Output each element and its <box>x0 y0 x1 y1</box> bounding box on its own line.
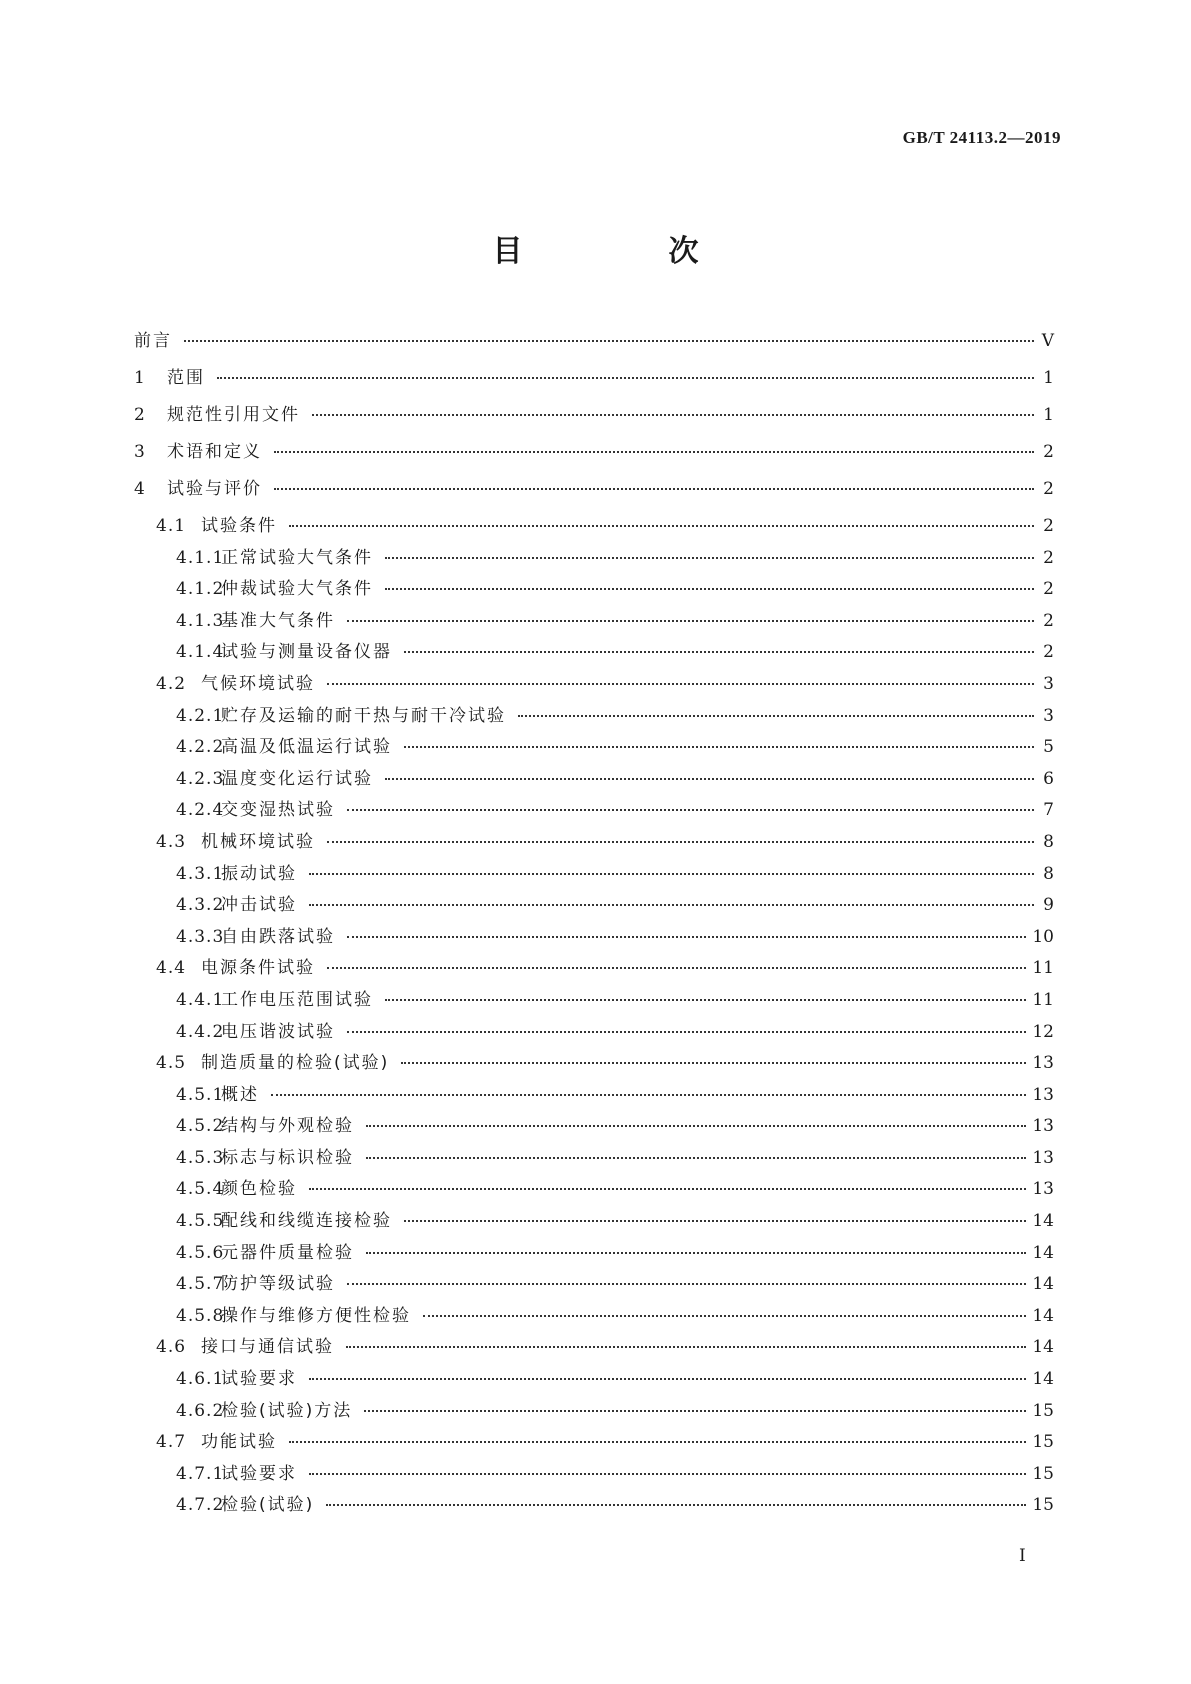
toc-entry-number: 4.1.2 <box>176 579 225 600</box>
toc-entry-number: 4.5.7 <box>176 1274 225 1295</box>
toc-entry-title: 自由跌落试验 <box>221 926 335 947</box>
toc-entry[interactable] <box>134 1055 1054 1087</box>
dot-leader <box>289 525 1034 527</box>
toc-entry-title: 气候环境试验 <box>201 673 315 694</box>
toc-entry-number: 4 <box>134 479 146 499</box>
dot-leader <box>385 778 1034 780</box>
dot-leader <box>364 1410 1026 1412</box>
toc-entry-page: 2 <box>1043 516 1054 536</box>
toc-entry-title: 仲裁试验大气条件 <box>221 579 373 600</box>
toc-entry-title: 范围 <box>167 368 205 388</box>
toc-entry-title: 术语和定义 <box>167 442 262 462</box>
toc-entry-number: 4.5.5 <box>176 1211 225 1232</box>
toc-entry-page: 8 <box>1043 863 1054 884</box>
toc-entry-page: 8 <box>1043 831 1054 852</box>
toc-entry[interactable] <box>134 989 1054 1024</box>
dot-leader <box>385 588 1034 590</box>
dot-leader <box>309 904 1034 906</box>
toc-entry-title: 配线和线缆连接检验 <box>221 1211 392 1232</box>
toc-entry-title: 防护等级试验 <box>221 1274 335 1295</box>
toc-entry[interactable] <box>134 673 1054 708</box>
toc-entry-number: 4.1.3 <box>176 610 225 631</box>
dot-leader <box>366 1252 1026 1254</box>
toc-entry-number: 4.3 <box>156 831 187 852</box>
toc-entry-title: 功能试验 <box>201 1432 277 1453</box>
toc-entry-title: 规范性引用文件 <box>167 405 300 425</box>
toc-entry[interactable] <box>134 863 1054 898</box>
toc-entry-page: 11 <box>1032 958 1054 979</box>
toc-entry[interactable] <box>134 1118 1054 1150</box>
toc-entry[interactable] <box>134 1339 1054 1371</box>
toc-entry-number: 4.1.1 <box>176 547 225 568</box>
toc-entry-title: 交变湿热试验 <box>221 800 335 821</box>
toc-entry-number: 4.5.6 <box>176 1242 225 1263</box>
toc-entry-number: 4.3.1 <box>176 863 225 884</box>
toc-entry-page: 15 <box>1032 1463 1054 1484</box>
toc-entry[interactable] <box>134 1147 1054 1182</box>
toc-entry-number: 4.7.2 <box>176 1495 225 1516</box>
toc-entry[interactable] <box>134 1305 1054 1340</box>
dot-leader <box>385 999 1026 1001</box>
toc-entry-title: 温度变化运行试验 <box>221 768 373 789</box>
dot-leader <box>366 1125 1026 1127</box>
toc-entry-page: 14 <box>1032 1274 1054 1295</box>
toc-entry-number: 4.6.2 <box>176 1400 225 1421</box>
toc-entry-number: 4.6.1 <box>176 1369 225 1390</box>
toc-entry-number: 4.1.4 <box>176 642 225 663</box>
dot-leader <box>271 1094 1026 1096</box>
toc-entry[interactable] <box>134 960 1054 992</box>
toc-entry-title: 概述 <box>221 1084 259 1105</box>
toc-entry-title: 电源条件试验 <box>201 958 315 979</box>
toc-entry[interactable] <box>134 518 1054 550</box>
toc-entry-page: 13 <box>1032 1084 1054 1105</box>
toc-entry[interactable] <box>134 407 1054 444</box>
dot-leader <box>312 414 1034 416</box>
dot-leader <box>289 1441 1026 1443</box>
toc-entry-number: 4.5.3 <box>176 1147 225 1168</box>
toc-entry-title: 颜色检验 <box>221 1179 297 1200</box>
toc-entry-number: 4.2.2 <box>176 737 225 758</box>
toc-entry-page: V <box>1041 331 1054 351</box>
toc-entry[interactable] <box>134 1181 1054 1213</box>
toc-entry[interactable] <box>134 481 1054 518</box>
dot-leader <box>347 809 1034 811</box>
toc-entry-title: 制造质量的检验(试验) <box>201 1053 390 1074</box>
dot-leader <box>404 1220 1026 1222</box>
toc-entry-number: 4.2.4 <box>176 800 225 821</box>
toc-entry-number: 4.7.1 <box>176 1463 225 1484</box>
toc-entry-page: 2 <box>1043 642 1054 663</box>
toc-entry-title: 试验要求 <box>221 1463 297 1484</box>
toc-entry[interactable] <box>134 1021 1054 1056</box>
toc-entry-page: 14 <box>1032 1305 1054 1326</box>
toc-entry[interactable] <box>134 581 1054 613</box>
toc-entry[interactable] <box>134 610 1054 645</box>
toc-entry-page: 2 <box>1043 547 1054 568</box>
toc-entry-page: 1 <box>1043 405 1054 425</box>
toc-entry-page: 14 <box>1032 1369 1054 1390</box>
dot-leader <box>366 1157 1026 1159</box>
dot-leader <box>327 967 1026 969</box>
toc-entry[interactable] <box>134 1084 1054 1119</box>
toc-entry[interactable] <box>134 739 1054 771</box>
toc-entry-title: 高温及低温运行试验 <box>221 737 392 758</box>
toc-entry-page: 6 <box>1043 768 1054 789</box>
toc-entry-number: 4.7 <box>156 1432 187 1453</box>
toc-entry[interactable] <box>134 1434 1054 1466</box>
toc-entry-number: 4.4.2 <box>176 1021 225 1042</box>
standard-code: GB/T 24113.2—2019 <box>902 128 1061 147</box>
dot-leader <box>274 488 1034 490</box>
toc-entry[interactable] <box>134 705 1054 740</box>
dot-leader <box>347 936 1026 938</box>
toc-entry-page: 3 <box>1043 705 1054 726</box>
toc-entry-page: 9 <box>1043 895 1054 916</box>
page-number: I <box>1019 1546 1026 1566</box>
dot-leader <box>347 620 1034 622</box>
dot-leader <box>309 1473 1026 1475</box>
toc-entry-title: 检验(试验) <box>221 1495 315 1516</box>
toc-entry-page: 11 <box>1032 989 1054 1010</box>
toc-entry-title: 冲击试验 <box>221 895 297 916</box>
toc-entry[interactable] <box>134 1213 1054 1245</box>
toc-entry-page: 14 <box>1032 1337 1054 1358</box>
toc-entry[interactable] <box>134 333 1054 370</box>
toc-entry-page: 2 <box>1043 479 1054 499</box>
toc-entry-title: 试验条件 <box>201 516 277 536</box>
toc-entry-number: 4.5.8 <box>176 1305 225 1326</box>
toc-entry-title: 工作电压范围试验 <box>221 989 373 1010</box>
toc-entry-page: 15 <box>1032 1400 1054 1421</box>
toc-entry-page: 1 <box>1043 368 1054 388</box>
toc-entry-number: 4.4 <box>156 958 187 979</box>
toc-entry-page: 2 <box>1043 579 1054 600</box>
toc-entry-title: 检验(试验)方法 <box>221 1400 353 1421</box>
dot-leader <box>184 340 1034 342</box>
toc-entry[interactable] <box>134 1371 1054 1403</box>
toc-entry-title: 元器件质量检验 <box>221 1242 354 1263</box>
toc-entry-title: 接口与通信试验 <box>201 1337 334 1358</box>
toc-entry-title: 机械环境试验 <box>201 831 315 852</box>
dot-leader <box>327 841 1034 843</box>
toc-entry-number: 4.4.1 <box>176 989 225 1010</box>
toc-entry-number: 4.1 <box>156 516 187 536</box>
dot-leader <box>346 1346 1026 1348</box>
dot-leader <box>347 1031 1026 1033</box>
dot-leader <box>326 1504 1026 1506</box>
page-title: 目 次 <box>492 234 757 269</box>
toc-entry[interactable] <box>134 444 1054 481</box>
toc-entry-title: 试验要求 <box>221 1369 297 1390</box>
toc-entry-page: 13 <box>1032 1116 1054 1137</box>
toc-entry-title: 标志与标识检验 <box>221 1147 354 1168</box>
toc-entry[interactable] <box>134 547 1054 582</box>
toc-entry-page: 2 <box>1043 442 1054 462</box>
toc-entry-number: 4.5.1 <box>176 1084 225 1105</box>
dot-leader <box>401 1062 1026 1064</box>
toc-entry-page: 15 <box>1032 1495 1054 1516</box>
toc-entry-page: 14 <box>1032 1211 1054 1232</box>
toc-entry[interactable] <box>134 802 1054 834</box>
toc-entry-page: 3 <box>1043 673 1054 694</box>
dot-leader <box>217 377 1034 379</box>
toc-entry-title: 结构与外观检验 <box>221 1116 354 1137</box>
toc-entry-title: 基准大气条件 <box>221 610 335 631</box>
toc-entry-title: 贮存及运输的耐干热与耐干冷试验 <box>221 705 506 726</box>
toc-entry-title: 前言 <box>134 331 172 351</box>
table-of-contents <box>134 333 1054 1529</box>
toc-entry-page: 12 <box>1032 1021 1054 1042</box>
toc-entry[interactable] <box>134 644 1054 676</box>
toc-entry-number: 3 <box>134 442 146 462</box>
toc-entry-title: 正常试验大气条件 <box>221 547 373 568</box>
dot-leader <box>274 451 1034 453</box>
toc-entry-title: 试验与评价 <box>167 479 262 499</box>
toc-entry[interactable] <box>134 1276 1054 1308</box>
dot-leader <box>309 1378 1026 1380</box>
dot-leader <box>347 1283 1026 1285</box>
toc-entry[interactable] <box>134 1497 1054 1529</box>
toc-entry-title: 电压谐波试验 <box>221 1021 335 1042</box>
toc-entry-number: 4.2.1 <box>176 705 225 726</box>
toc-entry-title: 试验与测量设备仪器 <box>221 642 392 663</box>
toc-entry-title: 操作与维修方便性检验 <box>221 1305 411 1326</box>
toc-entry-number: 4.6 <box>156 1337 187 1358</box>
toc-entry-number: 4.5 <box>156 1053 187 1074</box>
dot-leader <box>404 746 1034 748</box>
dot-leader <box>518 715 1034 717</box>
toc-entry[interactable] <box>134 831 1054 866</box>
toc-entry-page: 5 <box>1043 737 1054 758</box>
toc-entry-number: 1 <box>134 368 146 388</box>
toc-entry-page: 13 <box>1032 1147 1054 1168</box>
toc-entry-title: 振动试验 <box>221 863 297 884</box>
dot-leader <box>309 1188 1026 1190</box>
toc-entry-number: 4.5.2 <box>176 1116 225 1137</box>
toc-entry[interactable] <box>134 926 1054 961</box>
toc-entry-number: 2 <box>134 405 146 425</box>
dot-leader <box>385 557 1034 559</box>
toc-entry-page: 14 <box>1032 1242 1054 1263</box>
toc-entry-page: 10 <box>1032 926 1054 947</box>
toc-entry-number: 4.3.2 <box>176 895 225 916</box>
toc-entry[interactable] <box>134 1463 1054 1498</box>
toc-entry-page: 2 <box>1043 610 1054 631</box>
toc-entry-page: 13 <box>1032 1053 1054 1074</box>
toc-entry-number: 4.5.4 <box>176 1179 225 1200</box>
toc-entry[interactable] <box>134 1242 1054 1277</box>
toc-entry-page: 15 <box>1032 1432 1054 1453</box>
dot-leader <box>327 683 1034 685</box>
toc-entry[interactable] <box>134 1400 1054 1435</box>
toc-entry[interactable] <box>134 370 1054 407</box>
dot-leader <box>309 873 1034 875</box>
toc-entry-number: 4.2 <box>156 673 187 694</box>
toc-entry[interactable] <box>134 897 1054 929</box>
dot-leader <box>423 1315 1026 1317</box>
toc-entry-page: 13 <box>1032 1179 1054 1200</box>
toc-entry[interactable] <box>134 768 1054 803</box>
dot-leader <box>404 651 1034 653</box>
toc-entry-page: 7 <box>1043 800 1054 821</box>
toc-entry-number: 4.2.3 <box>176 768 225 789</box>
toc-entry-number: 4.3.3 <box>176 926 225 947</box>
